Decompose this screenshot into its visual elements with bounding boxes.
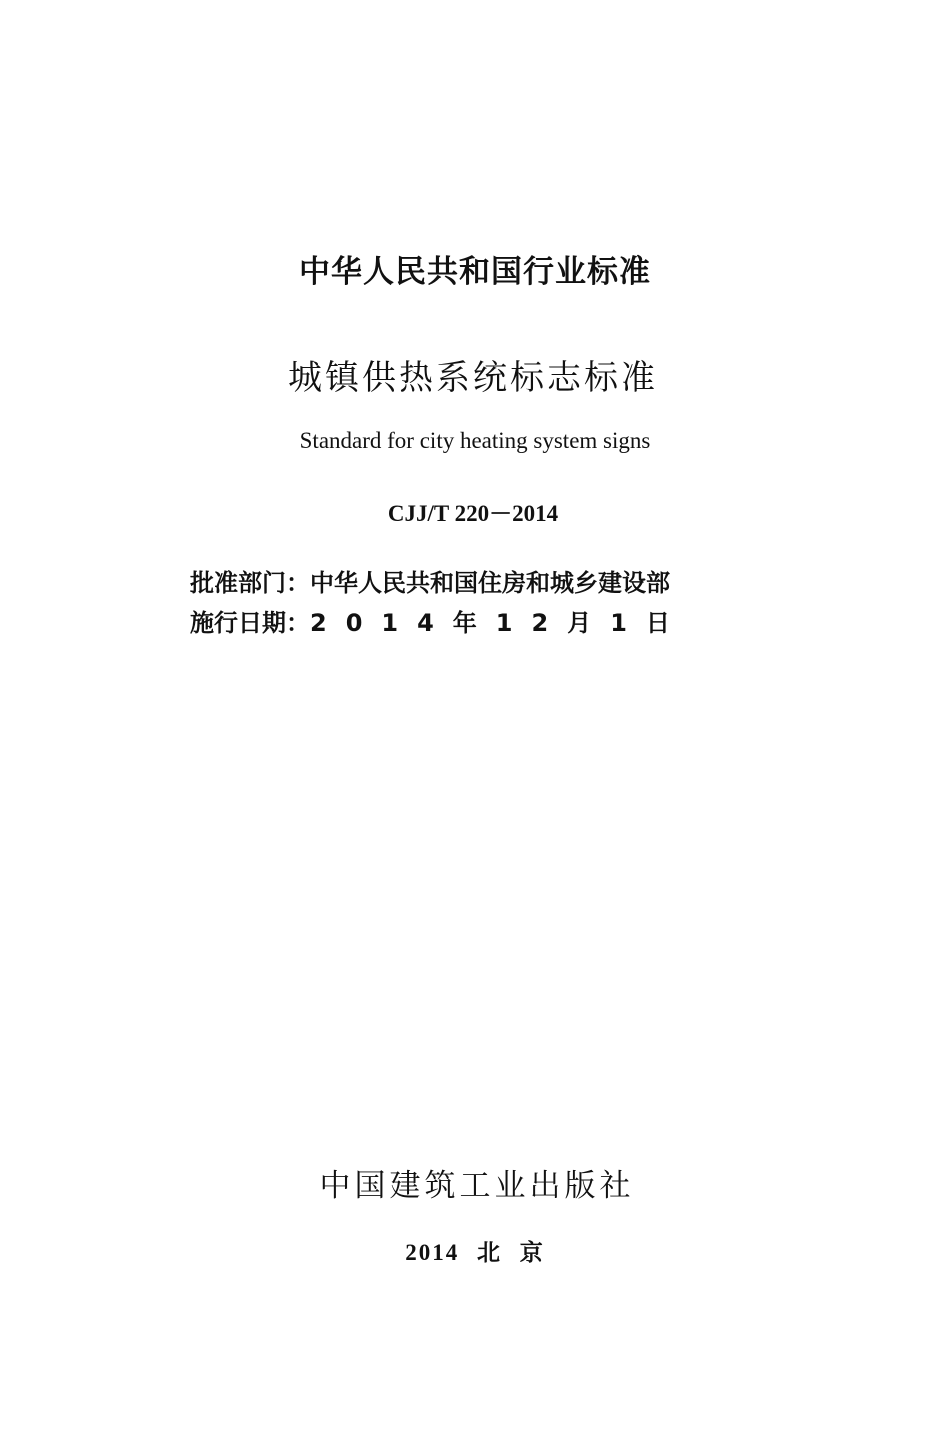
standard-english-title: Standard for city heating system signs <box>299 428 651 453</box>
series-title: 中华人民共和国行业标准 <box>299 254 651 290</box>
publisher-name: 中国建筑工业出版社 <box>319 1168 635 1204</box>
effective-date-label: 施行日期： <box>190 609 310 637</box>
approval-department: 中华人民共和国住房和城乡建设部 <box>310 569 670 597</box>
standard-chinese-title: 城镇供热系统标志标准 <box>288 358 658 398</box>
approval-label: 批准部门： <box>190 569 310 597</box>
approval-row <box>190 563 670 598</box>
standard-number: CJJ/T 220－2014 <box>387 501 559 526</box>
effective-date-value: 2014年12月1日 <box>310 609 689 637</box>
effective-date-row <box>190 603 689 638</box>
publication-imprint: 2014 北 京 <box>405 1240 545 1265</box>
